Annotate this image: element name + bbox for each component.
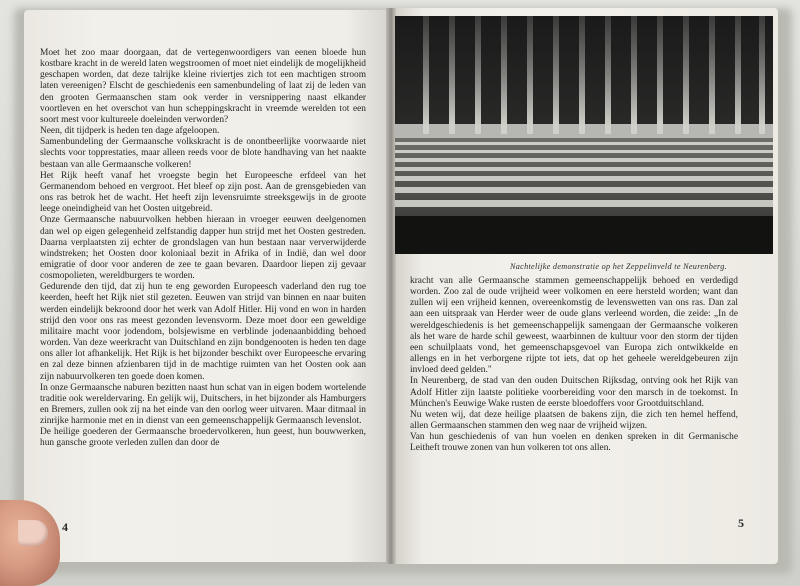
page-number-left: 4 [62, 520, 68, 534]
left-paragraph: Moet het zoo maar doorgaan, dat de vertegenwoordigers van eenen bloede hun kostbare kracht in de wereld laten wegstroomen of moet niet eindelijk de mogelijkheid geschapen worden, dat deze talrijke kleine riviertjes zich tot een machtigen stroom laten vereenigen? Elscht de geschiedenis een samenbundeling of laat zij de leden van den grooten Germaanschen stam ook verder in versnippering naast elkander voortleven en het overschot van hun scheppingskracht in vreemde werelden tot een soort mest voor kultureele doeleinden verworden? [40, 48, 366, 125]
zeppelin-field-photo [395, 16, 773, 254]
left-paragraph: Samenbundeling der Germaansche volkskracht is de onontbeerlijke voorwaarde niet slechts voor topprestaties, maar alleen reeds voor de blote handhaving van het naakte bestaan van alle Germaansche volkeren! [40, 137, 366, 170]
right-paragraph: Nu weten wij, dat deze heilige plaatsen de bakens zijn, die zich ten hemel heffend, allen Germaanschen stammen den weg naar de vrijheid wijzen. [410, 409, 738, 432]
right-paragraph: In Neurenberg, de stad van den ouden Duitschen Rijksdag, ontving ook het Rijk van Adolf Hitler zijn laatste politieke voorbereiding voor den marsch in de toekomst. In München's Eeuwige Wake rusten de eerste bloedoffers voor Grootduitschland. [410, 376, 738, 409]
right-page-text [410, 276, 738, 455]
left-paragraph: Neen, dit tijdperk is heden ten dage afgeloopen. [40, 126, 220, 137]
right-paragraph: kracht van alle Germaansche stammen gemeenschappelijk behoed en verdedigd worden. Zoo zal de oude vrijheid weer volkomen en eere hersteld worden; want dan zullen wij een vrijheid kennen, overeenkomstig de levenswetten van ons ras. Dan zal aan een uitspraak van Herder weer de oude glans verleend worden, die zeide: „In de wereldgeschiedenis is het gemeenschappelijk samengaan der Germaansche volkeren als het ware de harde schil geweest, waarbinnen de kultuur voor den storm der tijden een schuilplaats vond, het gemeenschapsgevoel van Europa zich ontwikkelde en allengs en in het verborgene rijpte tot iets, dat op het geheele wereldgebeuren zijn invloed deed gelden." [410, 276, 738, 376]
left-paragraph: De heilige goederen der Germaansche broedervolkeren, hun geest, hun bouwwerken, hun gansche groote verleden zullen dan door de [40, 427, 366, 449]
page-number-right: 5 [738, 516, 744, 530]
left-paragraph: In onze Germaansche naburen bezitten naast hun schat van in eigen bodem wortelende traditie ook wereldervaring. En gelijk wij, Duitschers, in het bijzonder als Hamburgers en Bremers, zullen ook zij na het einde van den oorlog weer uitvaren. Maar ditmaal in zinrijke harmonie met en in dienst van een gemeenschappelijk Germaansch levenslot. [40, 382, 366, 427]
left-paragraph: Gedurende den tijd, dat zij hun te eng geworden Europeesch vaderland den rug toe keerden, heeft het Rijk niet stil gezeten. Eeuwen van strijd van binnen en naar buiten werden eindelijk bekroond door het werk van Adolf Hitler. Hij vond en won in harden strijd den voor ons ras meest gezonden levensvorm. Deze moet door een geweldige militaire macht voor jodendom, bolsjewisme en verblinde jodenaanbidding behoed worden. Van deze weerkracht van Duitschland en zijn bondgenooten is heden ten dage ons aller lot afhankelijk. Het Rijk is het bijzonder beschikt over Europeesche ervaring en zal deze binnen afzienbaren tijd in de machtige ruimten van het Oosten ook aan zijn nabuurvolkeren ten goede doen komen. [40, 282, 366, 382]
left-page-text [40, 48, 366, 450]
photo-caption: Nachtelijke demonstratie op het Zeppelinveld te Neurenberg. [510, 262, 727, 271]
left-paragraph: Onze Germaansche nabuurvolken hebben hieraan in vroeger eeuwen deelgenomen dan wel op eigen gelegenheid zelfstandig dapper hun strijd met het Oosten gestreden. Daarna verplaatsten zij echter de grondslagen van hun bestaan naar ververwijderde windstreken; het Oosten door koloniaal bezit in Afrika of in Indië, dan wel door emigratie of door voor anderen de zee te gaan bevaren. Daardoor liepen zij gevaar cosmopolieten, wereldburgers te worden. [40, 215, 366, 282]
right-paragraph: Van hun geschiedenis of van hun voelen en denken spreken in dit Germanische Leitheft trouwe zonen van hun volkeren tot ons allen. [410, 432, 738, 454]
thumbnail-nail [18, 520, 48, 546]
left-paragraph: Het Rijk heeft vanaf het vroegste begin het Europeesche erfdeel van het Germanendom behoed en vergroot. Het bleef op zijn post. Aan de grensgebieden van ons ras betrok het de wacht. Het heeft zijn levensruimte streeksgewijs in de groote leege oneindigheid van het Oosten uitgebreid. [40, 170, 366, 215]
